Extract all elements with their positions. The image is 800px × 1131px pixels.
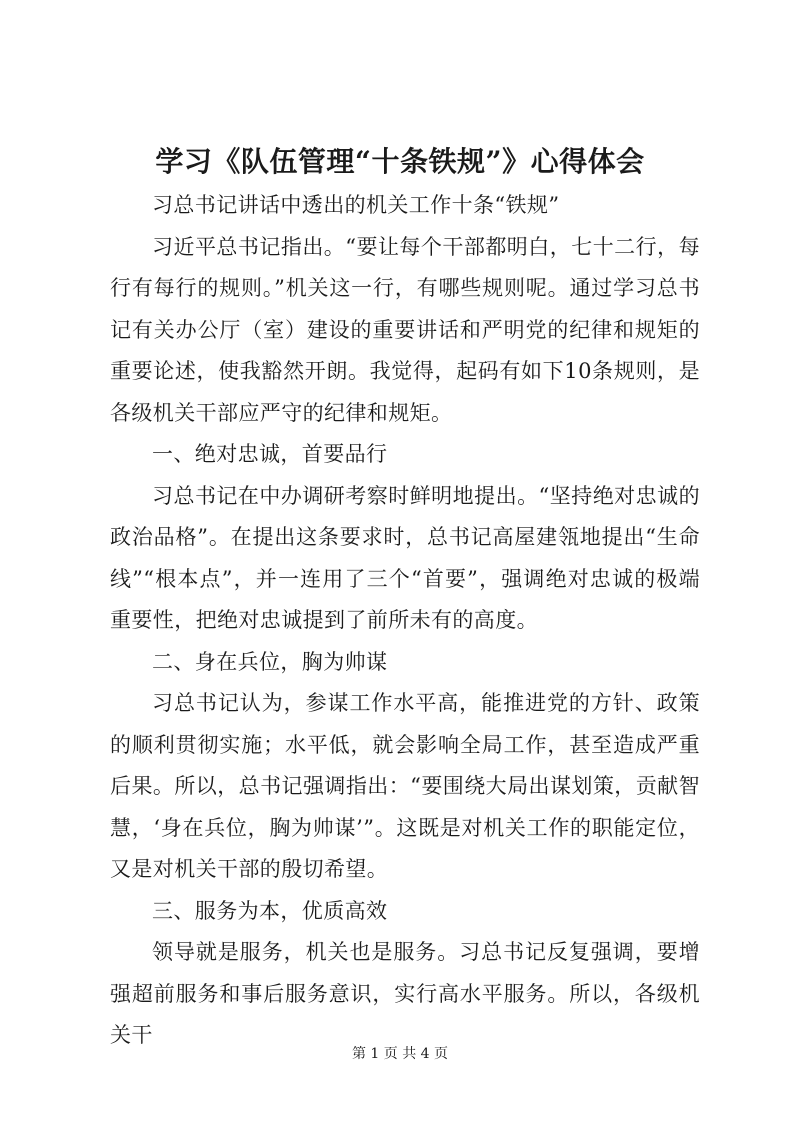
page-number-footer: 第 1 页 共 4 页 [351,1046,449,1062]
section-body-1: 习总书记在中办调研考察时鲜明地提出。“坚持绝对忠诚的政治品格”。在提出这条要求时，总书记高屋建瓴地提出“生命线”“根本点”，并一连用了三个“首要”，强调绝对忠诚的极端重要性，把绝对忠诚提到了前所未有的高度。 [110,483,700,632]
intro-paragraph: 习近平总书记指出。“要让每个干部都明白，七十二行，每行有每行的规则。”机关这一行，有哪些规则呢。通过学习总书记有关办公厅（室）建设的重要讲话和严明党的纪律和规矩的重要论述，使我豁然开朗。我觉得，起码有如下10条规则，是各级机关干部应严守的纪律和规矩。 [110,234,700,425]
section-heading-3: 三、服务为本，优质高效 [152,898,388,923]
section-body-2: 习总书记认为，参谋工作水平高，能推进党的方针、政策的顺利贯彻实施；水平低，就会影响全局工作，甚至造成严重后果。所以，总书记强调指出：“要围绕大局出谋划策，贡献智慧，‘身在兵位，胸为帅谋’”。这既是对机关工作的职能定位，又是对机关干部的殷切希望。 [110,691,700,881]
section-heading-1: 一、绝对忠诚，首要品行 [152,442,388,466]
section-body-3: 领导就是服务，机关也是服务。习总书记反复强调，要增强超前服务和事后服务意识，实行高水平服务。所以，各级机关干 [110,940,700,1047]
section-heading-2: 二、身在兵位，胸为帅谋 [152,649,388,674]
document-body [110,185,700,1057]
subtitle-paragraph: 习总书记讲话中透出的机关工作十条“铁规” [152,193,560,217]
document-title: 学习《队伍管理“十条铁规”》心得体会 [155,145,645,178]
